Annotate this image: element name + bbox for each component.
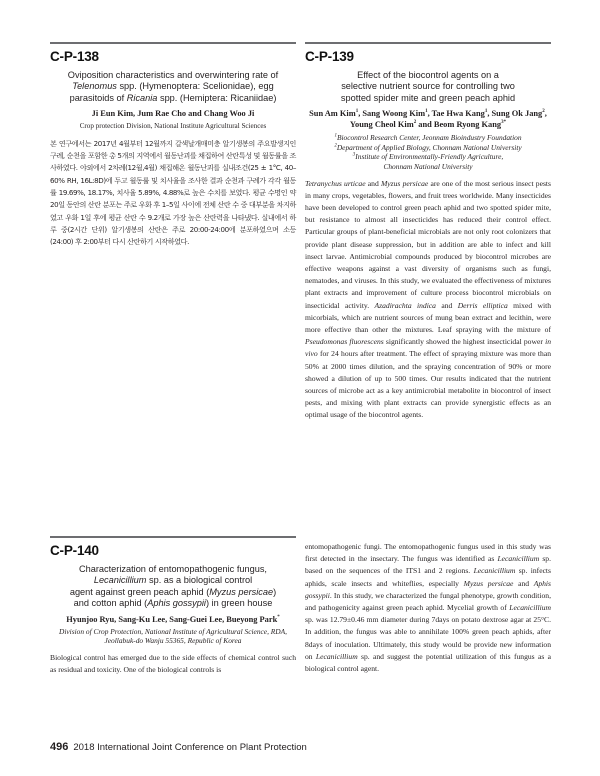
affiliation-list [305, 133, 551, 171]
abstract-title [305, 70, 551, 104]
title-line: Effect of the biocontrol agents on a [357, 70, 499, 80]
abstract-c-p-139 [305, 49, 551, 422]
title-line: Oviposition characteristics and overwintering rate of [67, 70, 279, 80]
affiliation: $^1$Biocontrol Research Center, Jeonnam Bioindustry Foundation [334, 133, 522, 143]
title-line: Telenomus spp. (Hymenoptera: Scelionidae), egg [72, 81, 274, 92]
affiliation: $^2$Department of Applied Biology, Chonnam National University [334, 142, 522, 152]
abstract-body: Tetranychus urticae and Myzus persicae are one of the most serious insect pests in many crops, vegetables, flowers, and fruit trees worldwide. Many insecticides have been developed to control green peach aphid and two spotted spider mite, but resistance to almost all insecticides has reduced their control effect. Particular groups of plant-beneficial microbials are not only root colonizers that provide plant disease suppression, but in addition are able to infect and kill insect larvae. Antimicrobial compounds produced by biocontrol microbes are effective weapons against a vast diversity of organisms such as fungi, nematodes, and viruses. In this study, we evaluated the effectiveness of mixtures plant extracts and improvement of culture process biocontrol microbials on insecticidal activity. Azadirachta indica and Derris elliptica mixed with micorbials, which are nutrient sources of mung bean extract and lecithin, were more effective than other the mixtures. Leaf spraying with the mixture of Pseudomonas fluorescens significantly showed the highest insecticidal power in vivo for 24 hours after treatment. The effect of spraying mixture was more than 50% at 2000 times dilution, and the spraying concentration of 90% or more showed a dilution of up to 500 times. Our results indicated that the nutrient sources of microbe act as a key antimicrobial metabolite in biocontrol of insect pests, and mixing with plant extracts can provide synergistic effects as an optimal usage of the biocontrol agents. [305, 178, 551, 420]
author-list: Ji Eun Kim, Jum Rae Cho and Chang Woo Ji [91, 109, 255, 119]
abstract-title [50, 564, 296, 610]
title-line: parasitoids of Ricania spp. (Hemiptera: Ricaniidae) [69, 92, 277, 103]
title-line: spotted spider mite and green peach aphid [340, 92, 516, 103]
affiliation: Division of Crop Protection, National Institute of Agricultural Science, RDA, Jeollabuk-do Wanju 55365, Republic of Korea [59, 626, 287, 646]
affiliation: $^3$Institute of Environmentally-Friendly Agriculture, [352, 152, 504, 162]
abstract-body: Biological control has emerged due to the side effects of chemical control such as residual and toxicity. One of the biological controls is [50, 652, 296, 675]
title-line: selective nutrient source for controlling two [341, 81, 515, 92]
affiliation: Chonnam National University [383, 162, 473, 171]
page-footer [50, 741, 307, 753]
section-rule-c-p-140 [50, 536, 296, 538]
abstract-code: C-P-138 [50, 49, 99, 64]
section-rule-c-p-139 [305, 42, 551, 44]
author-list: Sun Am Kim$^1$, Sang Woong Kim$^1$, Tae Hwa Kang$^1$, Sung Ok Jang$^2$, Young Cheol Kim$^2$ and Beom Ryong Kang$^{3*}$ [309, 109, 547, 130]
abstract-code: C-P-140 [50, 543, 99, 558]
abstract-body-continued: entomopathogenic fungi. The entomopathogenic fungus used in this study was first detected in the insectary. The fungus was identified as Lecanicillium sp. based on the sequences of the ITS1 and 2 regions. Lecanicillium sp. infects aphids, scale insects and whiteflies, especially Myzus persicae and Aphis gossypii. In this study, we characterized the fungal phenotype, growth condition, and pathogenicity against green peach aphid. Mycelial growth of Lecanicillium sp. was 12.79±0.46 mm diameter during 7days on potato dextrose agar at 25°C. In addition, the fungus was able to annihilate 100% green peach aphids, after 8days of inoculation. Ultimately, this study would be provide new information on Lecanicillium sp. and suggest the potential utilization of this fungus as a biological control agent. [305, 542, 551, 674]
abstract-body: 본 연구에서는 2017년 4월부터 12월까지 갈색날개매미충 알기생봉의 주요발생지인 구례, 순천을 포함한 총 5개의 지역에서 월동난괴를 채집하여 산란특성 및 월동률을 조사하였다. 야외에서 2차례(12월,4월) 채집해온 월동난괴를 실내조건(25 ± 1°C, 40–60% RH, 16L:8D)에 두고 월동률 및 치사율을 조사한 결과 순천과 구례가 각각 월동률 19.69%, 18.17%, 치사율 5.89%, 4.88%로 높은 수치를 보였다. 평균 수명인 약 20일 동안의 산란 분포는 주로 우화 후 1–5일 사이에 전체 산란 수 중 대부분을 차지하였고 우화 1일 후에 평균 산란 수 9.2개로 가장 높은 산란력을 나타냈다. 실내에서 하루 중(2시간 단위) 알기생봉의 산란은 주로 20:00-24:00에 분포하였으며 소등(24:00) 후 2:00부터 다시 산란하기 시작하였다. [50, 138, 296, 247]
author-list: Hyunjoo Ryu, Sang-Ku Lee, Sang-Guei Lee, Bueyong Park* [66, 614, 280, 624]
title-line: Lecanicillium sp. as a biological control [93, 575, 253, 586]
abstract-c-p-140 [50, 543, 296, 676]
affiliation: Crop protection Division, National Institute Agricultural Sciences [79, 122, 267, 131]
abstract-c-p-140-continued [305, 541, 551, 675]
abstract-title [50, 70, 296, 104]
conference-name: 2018 International Joint Conference on Plant Protection [73, 742, 307, 753]
title-line: Characterization of entomopathogenic fungus, [79, 564, 267, 574]
title-line: and cotton aphid (Aphis gossypii) in green house [73, 598, 273, 609]
section-rule-c-p-138 [50, 42, 296, 44]
abstract-c-p-138 [50, 49, 296, 248]
page-number: 496 [50, 741, 69, 753]
abstract-code: C-P-139 [305, 49, 354, 64]
title-line: agent against green peach aphid (Myzus persicae) [69, 586, 277, 597]
